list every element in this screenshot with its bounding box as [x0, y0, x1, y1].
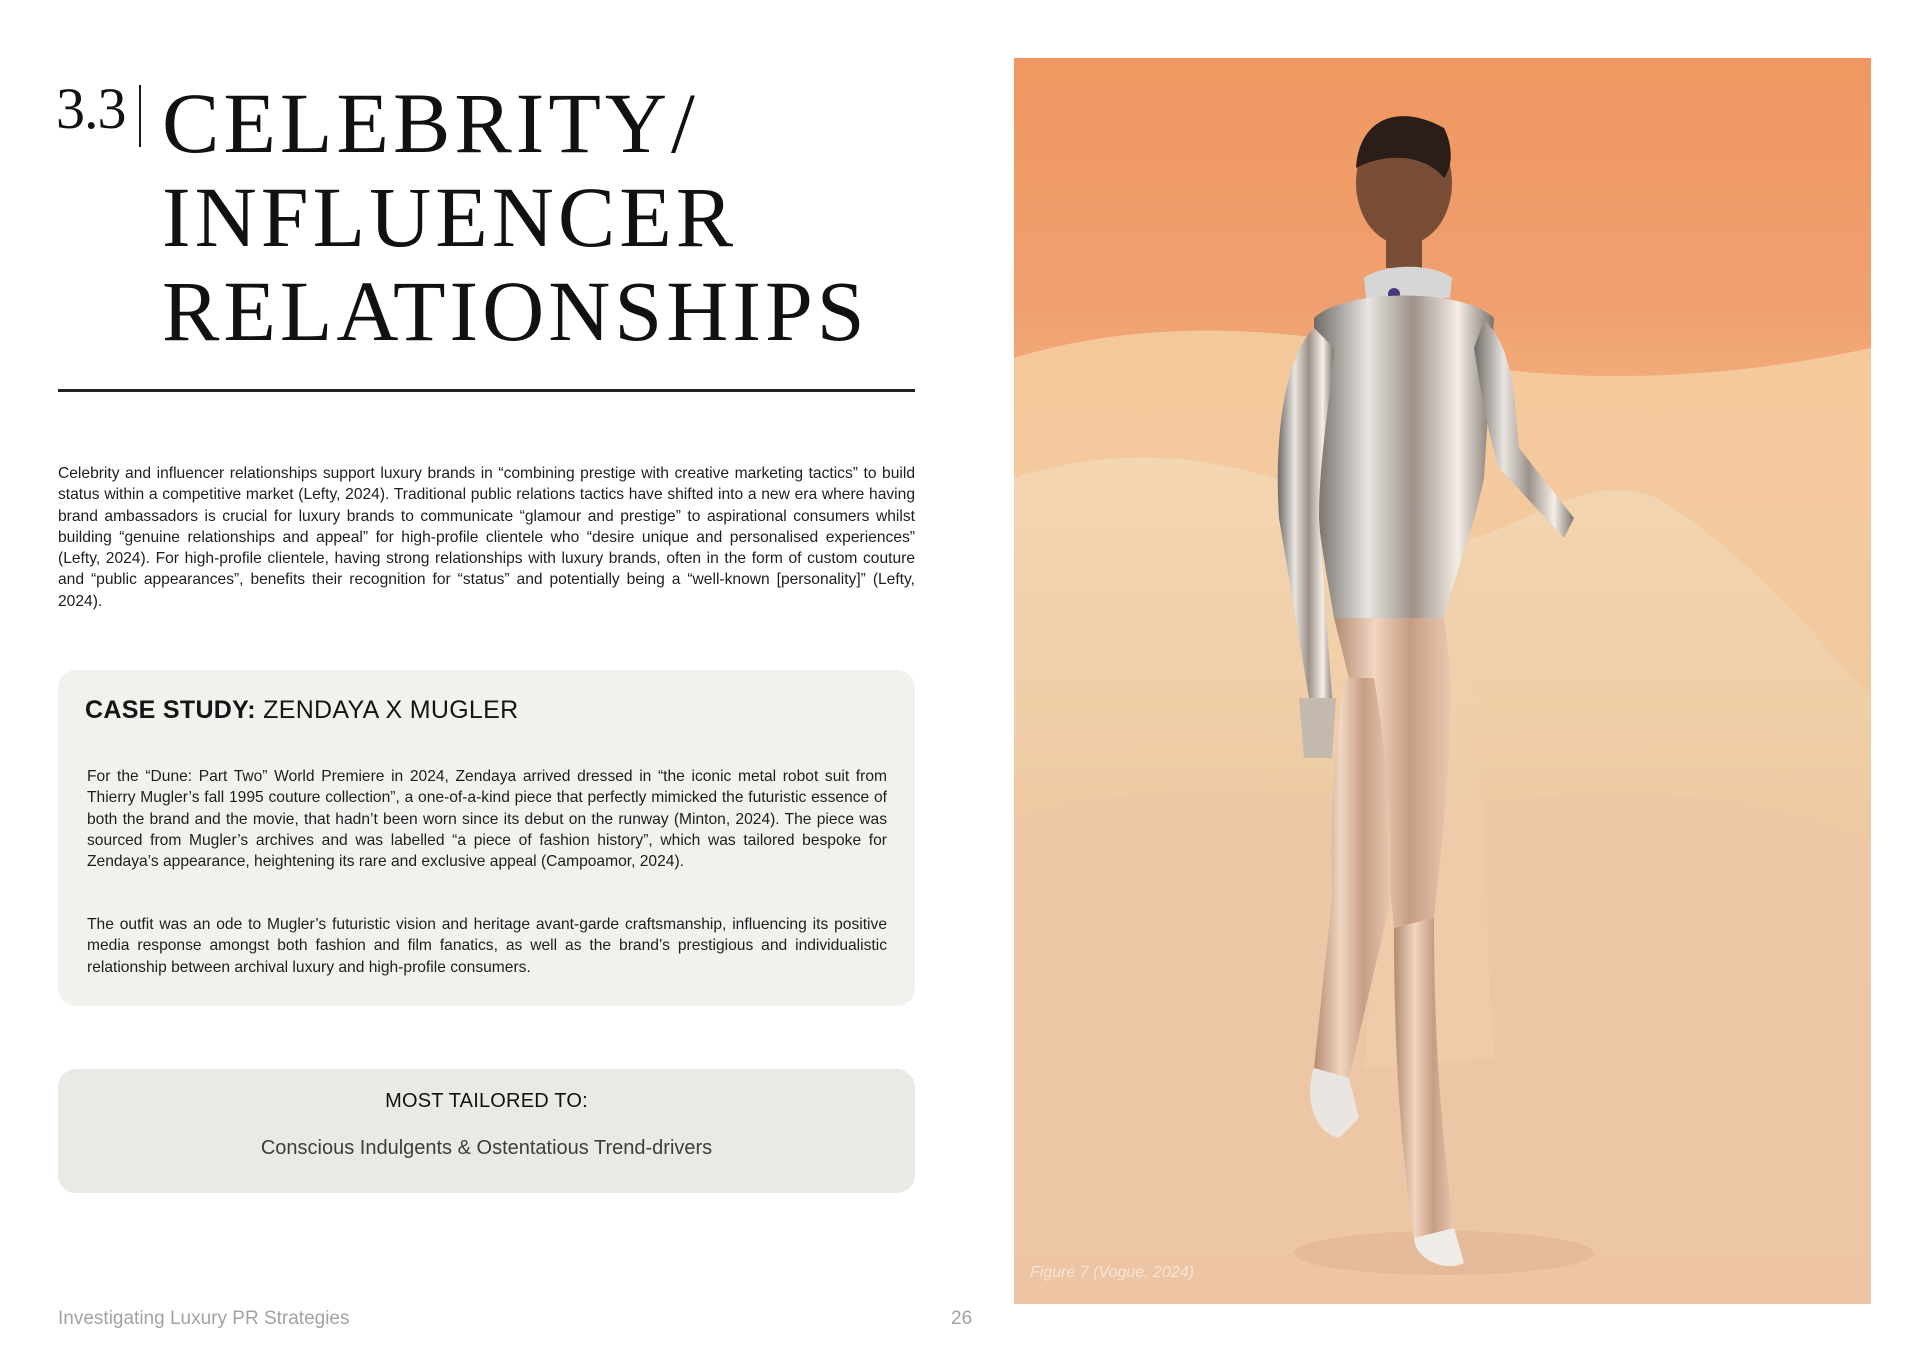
- page-number: 26: [951, 1308, 973, 1329]
- intro-paragraph: Celebrity and influencer relationships support luxury brands in “combining prestige with creative marketing tactics” to build status within a competitive market (Lefty, 2024). Traditional public relations tactics have shifted into a new era where having brand ambassadors is crucial for luxury brands to communicate “glamour and prestige” to aspirational consumers whilst building “genuine relationships and appeal” for high-profile clientele who “desire unique and personalised experiences” (Lefty, 2024). For high-profile clientele, having strong relationships with luxury brands, often in the form of custom couture and “public appearances”, benefits their recognition for “status” and potentially being a “well-known [personality]” (Lefty, 2024).: [58, 465, 915, 610]
- title-rule: [58, 389, 915, 392]
- footer-document-title: Investigating Luxury PR Strategies: [58, 1308, 350, 1329]
- page-title-line-3: RELATIONSHIPS: [162, 263, 869, 359]
- case-study-paragraph-1: For the “Dune: Part Two” World Premiere in 2024, Zendaya arrived dressed in “the iconic metal robot suit from Thierry Mugler’s fall 1995 couture collection”, a one-of-a-kind piece that perfectly mimicked the futuristic essence of both the brand and the movie, that hadn’t been worn since its debut on the runway (Minton, 2024). The piece was sourced from Mugler’s archives and was labelled “a piece of fashion history”, which was tailored bespoke for Zendaya’s appearance, heightening its rare and exclusive appeal (Campoamor, 2024).: [87, 768, 887, 871]
- tailored-box: [58, 1069, 915, 1193]
- page-title-line-1: CELEBRITY/: [162, 75, 699, 171]
- section-number: 3.3: [56, 76, 126, 141]
- tailored-audiences: Conscious Indulgents & Ostentatious Trend-drivers: [260, 1137, 713, 1159]
- case-study-heading: [85, 696, 518, 725]
- page-title: [162, 76, 869, 358]
- case-study-paragraph-2: The outfit was an ode to Mugler’s futuristic vision and heritage avant-garde craftsmanship, influencing its positive media response amongst both fashion and film fanatics, as well as the brand’s prestigious and individualistic relationship between archival luxury and high-profile consumers.: [87, 916, 887, 976]
- page-title-line-2: INFLUENCER: [162, 169, 738, 265]
- case-study-label: CASE STUDY:: [85, 696, 256, 724]
- case-study-subject: ZENDAYA X MUGLER: [263, 696, 519, 724]
- case-study-box: [58, 670, 915, 1006]
- figure-illustration: [1014, 58, 1871, 1304]
- title-divider: [139, 85, 141, 147]
- figure-caption: Figure 7 (Vogue, 2024): [1030, 1264, 1194, 1281]
- figure-photo: [1014, 58, 1871, 1304]
- tailored-label: MOST TAILORED TO:: [385, 1090, 588, 1112]
